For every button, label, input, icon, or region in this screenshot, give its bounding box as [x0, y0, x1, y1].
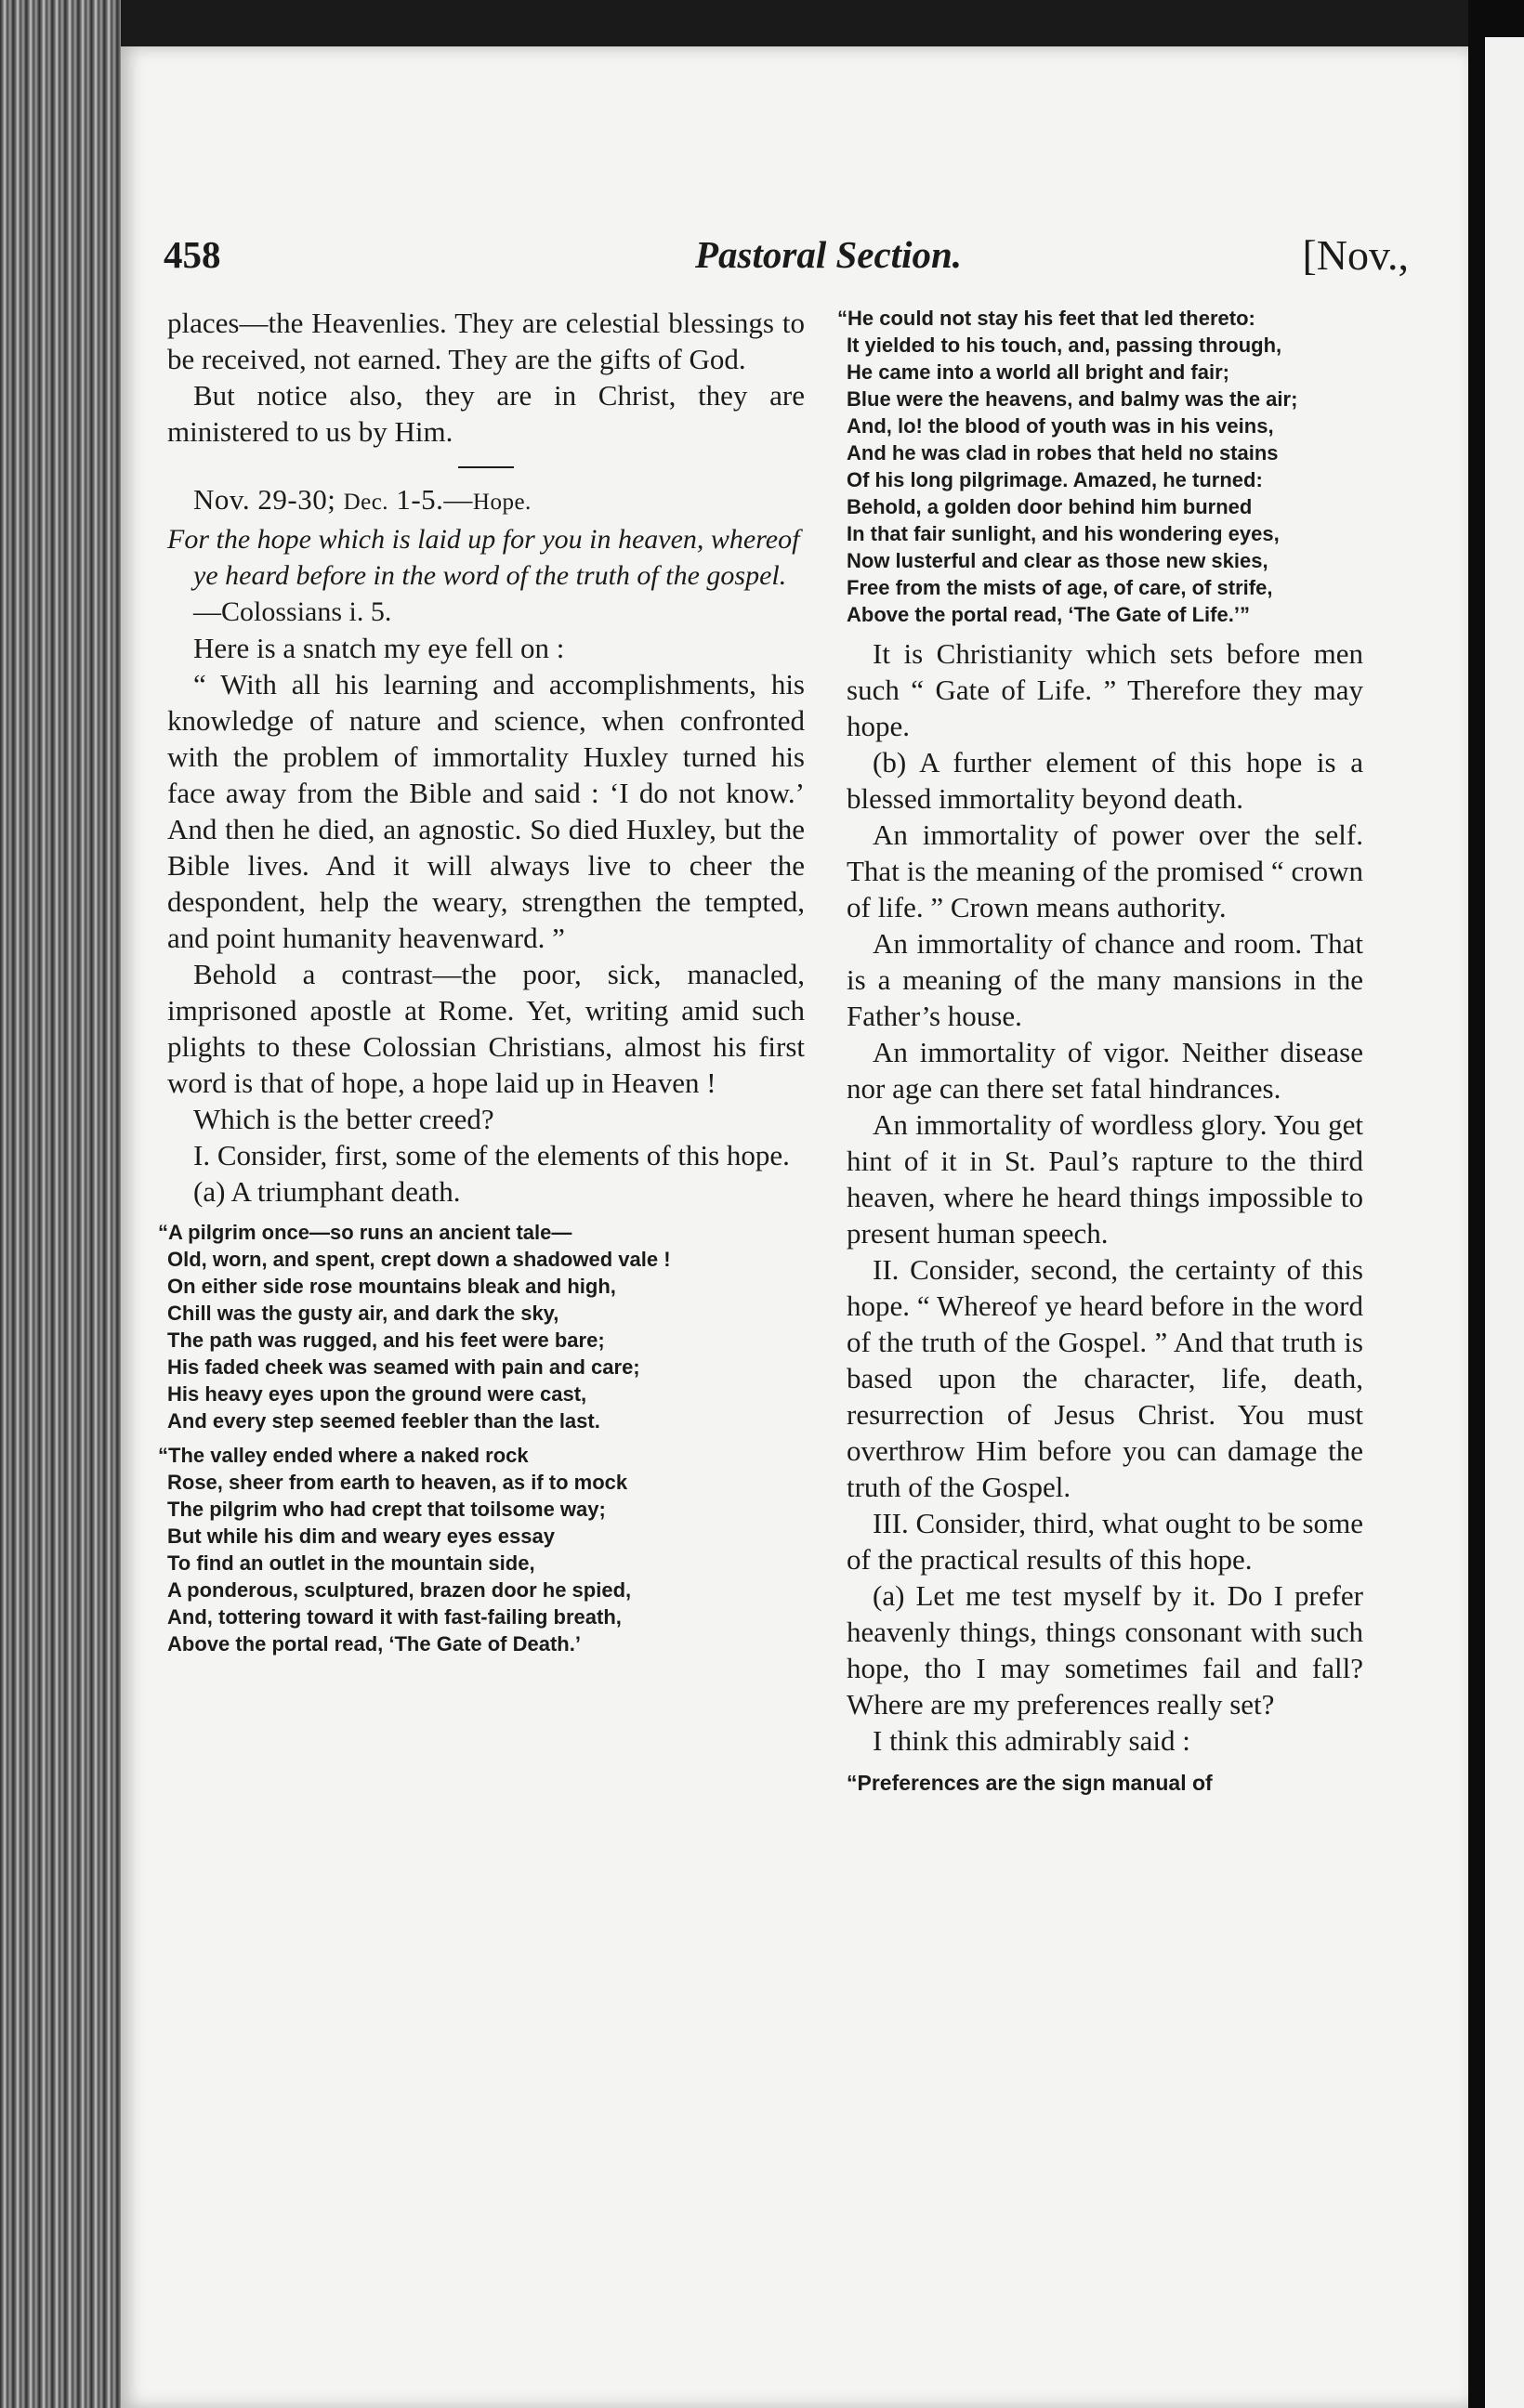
paragraph: It is Christianity which sets before men such “ Gate of Life. ” Therefore they may hope.: [847, 637, 1363, 742]
poem-stanza: [837, 305, 1363, 628]
poem-line: Chill was the gusty air, and dark the sky,: [167, 1302, 559, 1325]
scripture-epigraph: [167, 521, 805, 630]
poem-line: Above the portal read, ‘The Gate of Death.’: [167, 1632, 581, 1656]
poem-line: To find an outlet in the mountain side,: [167, 1551, 535, 1575]
section-topic: Hope.: [472, 490, 532, 515]
paragraph: An immortality of wordless glory. You get hint of it in St. Paul’s rapture to the third heaven, where he heard things impossible to present human speech.: [847, 1108, 1363, 1250]
paragraph: (b) A further element of this hope is a blessed immortality beyond death.: [847, 746, 1363, 815]
paragraph: (a) Let me test myself by it. Do I prefer heavenly things, things consonant with such hope, tho I may sometimes fail and fall? Where are my preferences really set?: [847, 1579, 1363, 1721]
poem-stanza: [158, 1219, 805, 1434]
poem-line: “He could not stay his feet that led thereto:: [837, 307, 1255, 330]
paragraph: II. Consider, second, the certainty of this hope. “ Whereof ye heard before in the word of the truth of the Gospel. ” And that truth is based upon the character, life, death, resurrection of Jesus Christ. You must overthrow Him before you can damage the truth of the Gospel.: [847, 1253, 1363, 1503]
book-page-edges: [0, 0, 121, 2408]
paragraph: I. Consider, first, some of the elements of this hope.: [193, 1139, 790, 1171]
running-title: Pastoral Section.: [695, 233, 963, 276]
epigraph-reference: —Colossians i. 5.: [193, 596, 392, 627]
poem-line: His faded cheek was seamed with pain and care;: [167, 1355, 640, 1379]
poem-line: And, lo! the blood of youth was in his veins,: [847, 414, 1274, 438]
paragraph: (a) A triumphant death.: [193, 1175, 461, 1208]
poem-line: And every step seemed feebler than the last.: [167, 1409, 600, 1433]
paragraph: Behold a contrast—the poor, sick, manacled, imprisoned apostle at Rome. Yet, writing amid such plights to these Colossian Christians, almost his first word is that of hope, a hope laid up in Heaven !: [167, 958, 805, 1099]
facing-page-edge: [1485, 37, 1524, 2408]
poem-line: “A pilgrim once—so runs an ancient tale—: [158, 1221, 572, 1244]
poem: [158, 1219, 805, 1657]
poem-line: But while his dim and weary eyes essay: [167, 1525, 555, 1548]
poem-line: A ponderous, sculptured, brazen door he spied,: [167, 1578, 632, 1602]
quotation-start: [847, 1770, 1363, 1797]
paragraph: Here is a snatch my eye fell on :: [193, 632, 565, 664]
running-month: [Nov.,: [1302, 231, 1409, 279]
poem-line: Blue were the heavens, and balmy was the air;: [847, 387, 1298, 411]
poem-stanza: [158, 1442, 805, 1657]
section-dates: Nov. 29-30;: [193, 483, 344, 516]
page-header: [164, 232, 1409, 297]
poem-line: The path was rugged, and his feet were bare;: [167, 1328, 605, 1352]
poem-line: Above the portal read, ‘The Gate of Life.’”: [847, 603, 1250, 626]
poem-line: “The valley ended where a naked rock: [158, 1444, 529, 1467]
right-column: [837, 305, 1363, 1804]
poem-line: And he was clad in robes that held no stains: [847, 441, 1279, 465]
poem-line: His heavy eyes upon the ground were cast,: [167, 1382, 587, 1406]
poem-line: Rose, sheer from earth to heaven, as if to mock: [167, 1471, 628, 1494]
poem-continued: [837, 305, 1363, 628]
section-heading: [193, 481, 805, 521]
paragraph: III. Consider, third, what ought to be some of the practical results of this hope.: [847, 1507, 1363, 1576]
poem-line: And, tottering toward it with fast-failing breath,: [167, 1605, 622, 1629]
quote-line: “Preferences are the sign manual of: [847, 1771, 1213, 1795]
paragraph: An immortality of vigor. Neither disease nor age can there set fatal hindrances.: [847, 1036, 1363, 1105]
paragraph: An immortality of power over the self. That is the meaning of the promised “ crown of life. ” Crown means authority.: [847, 818, 1363, 923]
poem-line: It yielded to his touch, and, passing through,: [847, 334, 1282, 357]
poem-line: In that fair sunlight, and his wondering eyes,: [847, 522, 1280, 545]
poem-line: Old, worn, and spent, crept down a shadowed vale !: [167, 1248, 671, 1271]
paragraph: But notice also, they are in Christ, they are ministered to us by Him.: [167, 379, 805, 448]
paragraph: places—the Heavenlies. They are celestial blessings to be received, not earned. They are the gifts of God.: [167, 307, 805, 375]
section-dec: Dec.: [343, 490, 389, 515]
poem-line: He came into a world all bright and fair;: [847, 360, 1229, 384]
poem-line: Of his long pilgrimage. Amazed, he turned:: [847, 468, 1263, 491]
paragraph: Which is the better creed?: [193, 1103, 494, 1135]
epigraph-text: For the hope which is laid up for you in heaven, whereof ye heard before in the word of the truth of the gospel.: [167, 524, 800, 591]
paragraph: “ With all his learning and accomplishments, his knowledge of nature and science, when confronted with the problem of immortality Huxley turned his face away from the Bible and said : ‘I do not know.’ And then he died, an agnostic. So died Huxley, but the Bible lives. And it will always live to cheer the despondent, help the weary, strengthen the tempted, and point humanity heavenward. ”: [167, 668, 805, 954]
paragraph: I think this admirably said :: [873, 1724, 1190, 1757]
section-range: 1-5.—: [388, 483, 473, 516]
poem-line: Behold, a golden door behind him burned: [847, 495, 1253, 518]
poem-line: On either side rose mountains bleak and high,: [167, 1275, 616, 1298]
poem-line: Free from the mists of age, of care, of strife,: [847, 576, 1273, 599]
paragraph: An immortality of chance and room. That is a meaning of the many mansions in the Father’s house.: [847, 927, 1363, 1032]
left-column: [158, 305, 805, 1665]
page-number: 458: [164, 233, 221, 276]
poem-line: Now lusterful and clear as those new skies,: [847, 549, 1268, 572]
section-divider: [458, 466, 514, 468]
poem-line: The pilgrim who had crept that toilsome way;: [167, 1498, 606, 1521]
